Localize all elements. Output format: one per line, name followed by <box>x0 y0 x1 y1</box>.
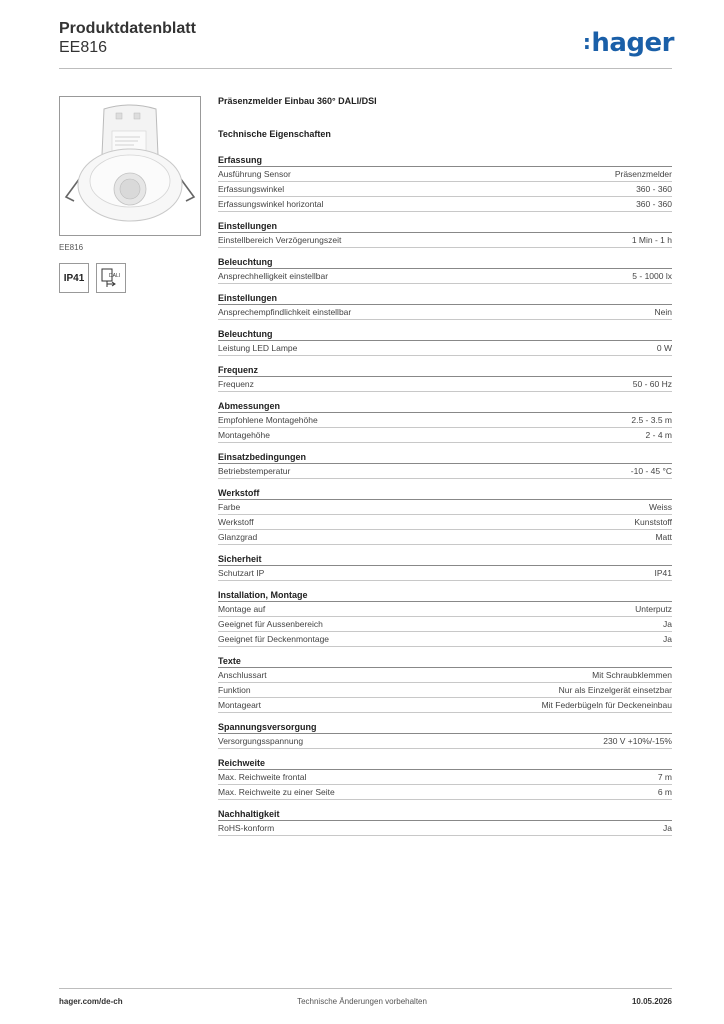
spec-value: 360 - 360 <box>636 199 672 209</box>
spec-row <box>218 515 672 530</box>
spec-group-title: Einstellungen <box>218 292 672 305</box>
spec-value: Mit Schraubklemmen <box>592 670 672 680</box>
spec-value: 230 V +10%/-15% <box>603 736 672 746</box>
spec-group <box>218 808 672 836</box>
spec-label: Montagehöhe <box>218 430 270 440</box>
spec-label: Max. Reichweite zu einer Seite <box>218 787 335 797</box>
spec-row <box>218 413 672 428</box>
spec-group <box>218 400 672 443</box>
spec-label: Farbe <box>218 502 241 512</box>
spec-group <box>218 553 672 581</box>
spec-value: 0 W <box>656 343 672 353</box>
spec-value: Unterputz <box>635 604 672 614</box>
spec-label: Montage auf <box>218 604 266 614</box>
spec-label: Glanzgrad <box>218 532 258 542</box>
spec-row <box>218 377 672 392</box>
spec-row <box>218 167 672 182</box>
footer-website[interactable]: hager.com/de-ch <box>59 997 123 1006</box>
spec-label: Anschlussart <box>218 670 267 680</box>
spec-row <box>218 530 672 545</box>
spec-value: 7 m <box>657 772 672 782</box>
spec-group <box>218 487 672 545</box>
spec-group-title: Frequenz <box>218 364 672 377</box>
spec-label: Frequenz <box>218 379 254 389</box>
dali-icon <box>96 263 126 293</box>
spec-groups <box>218 154 672 836</box>
spec-label: RoHS-konform <box>218 823 275 833</box>
spec-row <box>218 734 672 749</box>
spec-label: Erfassungswinkel horizontal <box>218 199 324 209</box>
product-title: Präsenzmelder Einbau 360° DALI/DSI <box>218 96 377 106</box>
spec-row <box>218 464 672 479</box>
spec-value: 5 - 1000 lx <box>632 271 672 281</box>
spec-value: -10 - 45 °C <box>630 466 672 476</box>
spec-row <box>218 770 672 785</box>
spec-label: Ansprechhelligkeit einstellbar <box>218 271 329 281</box>
spec-value: Ja <box>663 823 672 833</box>
spec-group <box>218 589 672 647</box>
spec-row <box>218 632 672 647</box>
spec-group-title: Spannungsversorgung <box>218 721 672 734</box>
spec-row <box>218 182 672 197</box>
spec-group <box>218 721 672 749</box>
hager-logo: :hager <box>582 28 674 58</box>
spec-group <box>218 451 672 479</box>
spec-value: Mit Federbügeln für Deckeneinbau <box>541 700 672 710</box>
spec-group-title: Beleuchtung <box>218 256 672 269</box>
spec-label: Versorgungsspannung <box>218 736 304 746</box>
spec-row <box>218 617 672 632</box>
spec-label: Werkstoff <box>218 517 254 527</box>
spec-group <box>218 292 672 320</box>
spec-value: 1 Min - 1 h <box>631 235 672 245</box>
spec-row <box>218 305 672 320</box>
spec-row <box>218 821 672 836</box>
spec-value: 50 - 60 Hz <box>632 379 672 389</box>
spec-label: Max. Reichweite frontal <box>218 772 307 782</box>
spec-row <box>218 233 672 248</box>
spec-label: Schutzart IP <box>218 568 265 578</box>
spec-group-title: Beleuchtung <box>218 328 672 341</box>
spec-value: Ja <box>663 634 672 644</box>
spec-label: Geeignet für Aussenbereich <box>218 619 323 629</box>
spec-sheet <box>218 96 672 844</box>
spec-value: Nein <box>654 307 672 317</box>
spec-value: Matt <box>655 532 672 542</box>
spec-value: Kunststoff <box>634 517 672 527</box>
spec-label: Geeignet für Deckenmontage <box>218 634 330 644</box>
spec-label: Betriebstemperatur <box>218 466 291 476</box>
footer-date: 10.05.2026 <box>631 997 672 1006</box>
spec-group-title: Installation, Montage <box>218 589 672 602</box>
spec-row <box>218 269 672 284</box>
spec-group-title: Nachhaltigkeit <box>218 808 672 821</box>
spec-label: Leistung LED Lampe <box>218 343 298 353</box>
spec-group-title: Abmessungen <box>218 400 672 413</box>
spec-group-title: Reichweite <box>218 757 672 770</box>
spec-value: Weiss <box>649 502 672 512</box>
spec-value: Ja <box>663 619 672 629</box>
image-caption: EE816 <box>59 243 84 252</box>
spec-value: 2 - 4 m <box>645 430 672 440</box>
spec-group <box>218 256 672 284</box>
spec-label: Einstellbereich Verzögerungszeit <box>218 235 342 245</box>
spec-value: 2.5 - 3.5 m <box>631 415 672 425</box>
spec-value: IP41 <box>654 568 672 578</box>
footer-note: Technische Änderungen vorbehalten <box>297 997 427 1006</box>
spec-value: Nur als Einzelgerät einsetzbar <box>558 685 672 695</box>
spec-group <box>218 154 672 212</box>
spec-row <box>218 698 672 713</box>
spec-row <box>218 197 672 212</box>
spec-label: Erfassungswinkel <box>218 184 285 194</box>
spec-group <box>218 655 672 713</box>
presence-detector-illustration <box>60 97 200 235</box>
spec-row <box>218 602 672 617</box>
spec-value: 6 m <box>657 787 672 797</box>
spec-row <box>218 428 672 443</box>
product-code: EE816 <box>59 39 108 56</box>
spec-group <box>218 364 672 392</box>
spec-label: Empfohlene Montagehöhe <box>218 415 318 425</box>
spec-label: Ausführung Sensor <box>218 169 291 179</box>
spec-row <box>218 500 672 515</box>
footer-divider <box>59 988 672 989</box>
spec-label: Montageart <box>218 700 261 710</box>
spec-value: Präsenzmelder <box>614 169 672 179</box>
section-title: Technische Eigenschaften <box>218 129 331 139</box>
spec-group-title: Werkstoff <box>218 487 672 500</box>
product-image <box>59 96 201 236</box>
spec-value: 360 - 360 <box>636 184 672 194</box>
spec-group <box>218 328 672 356</box>
spec-group <box>218 757 672 800</box>
spec-label: Ansprechempfindlichkeit einstellbar <box>218 307 352 317</box>
spec-label: Funktion <box>218 685 251 695</box>
spec-group-title: Sicherheit <box>218 553 672 566</box>
spec-group-title: Einsatzbedingungen <box>218 451 672 464</box>
header-divider <box>59 68 672 69</box>
page-title: Produktdatenblatt <box>59 20 196 37</box>
spec-row <box>218 668 672 683</box>
spec-row <box>218 683 672 698</box>
spec-row <box>218 341 672 356</box>
spec-group-title: Einstellungen <box>218 220 672 233</box>
spec-group <box>218 220 672 248</box>
spec-group-title: Erfassung <box>218 154 672 167</box>
spec-group-title: Texte <box>218 655 672 668</box>
dali-icon-label: DALI <box>109 273 121 279</box>
spec-row <box>218 785 672 800</box>
spec-row <box>218 566 672 581</box>
ip41-badge: IP41 <box>59 263 89 293</box>
